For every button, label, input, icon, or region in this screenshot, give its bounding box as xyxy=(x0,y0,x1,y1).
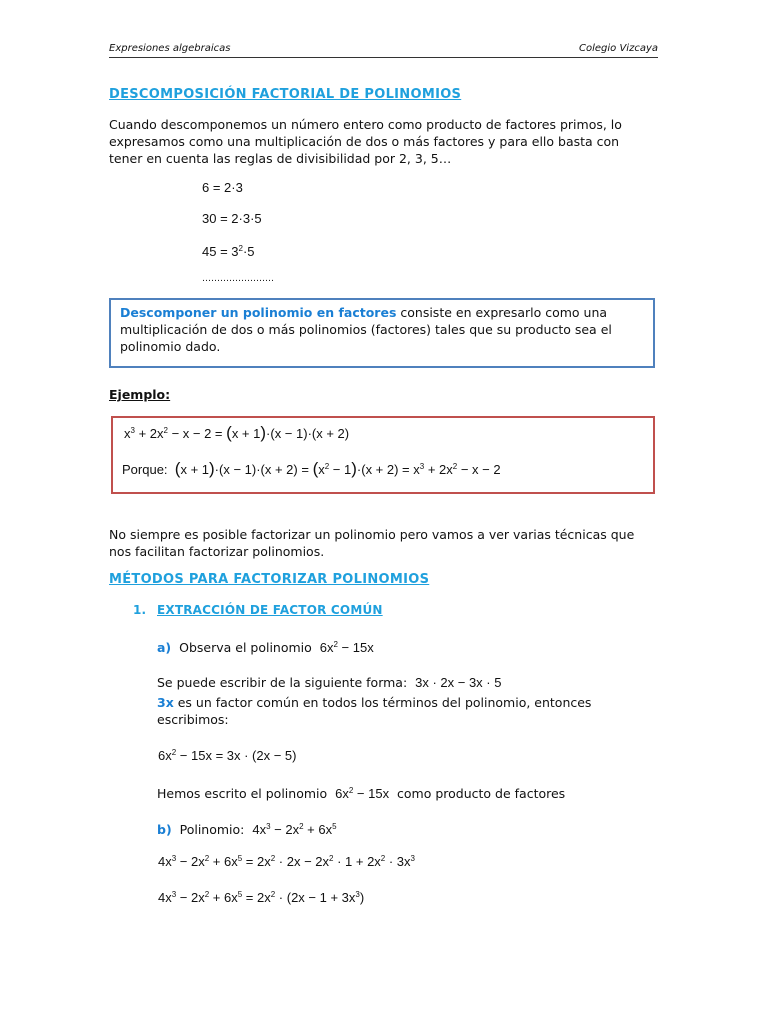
intro-line: Cuando descomponemos un número entero como producto de factores primos, lo xyxy=(109,117,622,132)
polynomial-a: $6x^2 - 15x$ xyxy=(319,640,374,655)
hemos-line: Hemos escrito el polinomio $6x^2 - 15x$ como producto de factores xyxy=(157,786,566,801)
header-left: Expresiones algebraicas xyxy=(109,43,231,54)
example-label: Ejemplo: xyxy=(109,387,171,402)
part-b-label: b) xyxy=(157,822,172,837)
page-title: DESCOMPOSICIÓN FACTORIAL DE POLINOMIOS xyxy=(109,87,462,102)
methods-title: MÉTODOS PARA FACTORIZAR POLINOMIOS xyxy=(109,572,430,587)
definition-highlight: Descomponer un polinomio en factores xyxy=(120,305,397,320)
header-right: Colegio Vizcaya xyxy=(579,43,658,54)
method-1-heading: 1. EXTRACCIÓN DE FACTOR COMÚN xyxy=(133,603,383,617)
intro-paragraph xyxy=(109,116,669,167)
number-example: $45 = 3^2\cdot 5$ xyxy=(202,244,255,259)
write-line: Se puede escribir de la siguiente forma: 3x · 2x − 3x · 5 xyxy=(157,675,502,690)
part-a-label: a) xyxy=(157,640,172,655)
polynomial-b: $4x^3 - 2x^2 + 6x^5$ xyxy=(252,822,337,837)
example-equation: $x^3 + 2x^2 - x - 2 = (x + 1)\cdot(x - 1)\cdot(x + 2)$ xyxy=(124,423,350,442)
number-example: 30 = 2·3·5 xyxy=(202,211,262,226)
note-paragraph: No siempre es posible factorizar un polinomio pero vamos a ver varias técnicas que nos facilitan factorizar polinomios. xyxy=(109,527,635,559)
common-factor-text: 3x es un factor común en todos los términos del polinomio, entonces escribimos: xyxy=(157,695,592,727)
factored-b: $4x^3 - 2x^2 + 6x^5 = 2x^2 \cdot (2x - 1 + 3x^3)$ xyxy=(158,890,365,905)
part-b-line: b) Polinomio: $4x^3 - 2x^2 + 6x^5$ xyxy=(157,822,337,837)
expanded-b: $4x^3 - 2x^2 + 6x^5 = 2x^2 \cdot 2x - 2x^2 \cdot 1 + 2x^2 \cdot 3x^3$ xyxy=(158,854,415,869)
definition-text: Descomponer un polinomio en factores consiste en expresarlo como una multiplicación de dos o más polinomios (factores) tales que su producto sea el polinomio dado. xyxy=(120,305,612,354)
part-a-line: a) Observa el polinomio $6x^2 - 15x$ xyxy=(157,640,374,655)
intro-line: tener en cuenta las reglas de divisibilidad por 2, 3, 5… xyxy=(109,151,452,166)
header-divider xyxy=(109,57,658,58)
example-proof: Porque: $(x + 1)\cdot(x - 1)\cdot(x + 2) = (x^2 - 1)\cdot(x + 2) = x^3 + 2x^2 - x - 2$ xyxy=(122,459,501,478)
common-factor: 3x xyxy=(157,695,174,710)
page-header xyxy=(109,43,658,54)
factored-a: $6x^2 - 15x = 3x \cdot (2x - 5)$ xyxy=(158,748,297,763)
ellipsis: …………………… xyxy=(202,274,274,284)
number-example: 6 = 2·3 xyxy=(202,180,243,195)
intro-line: expresamos como una multiplicación de dos o más factores y para ello basta con xyxy=(109,134,620,149)
